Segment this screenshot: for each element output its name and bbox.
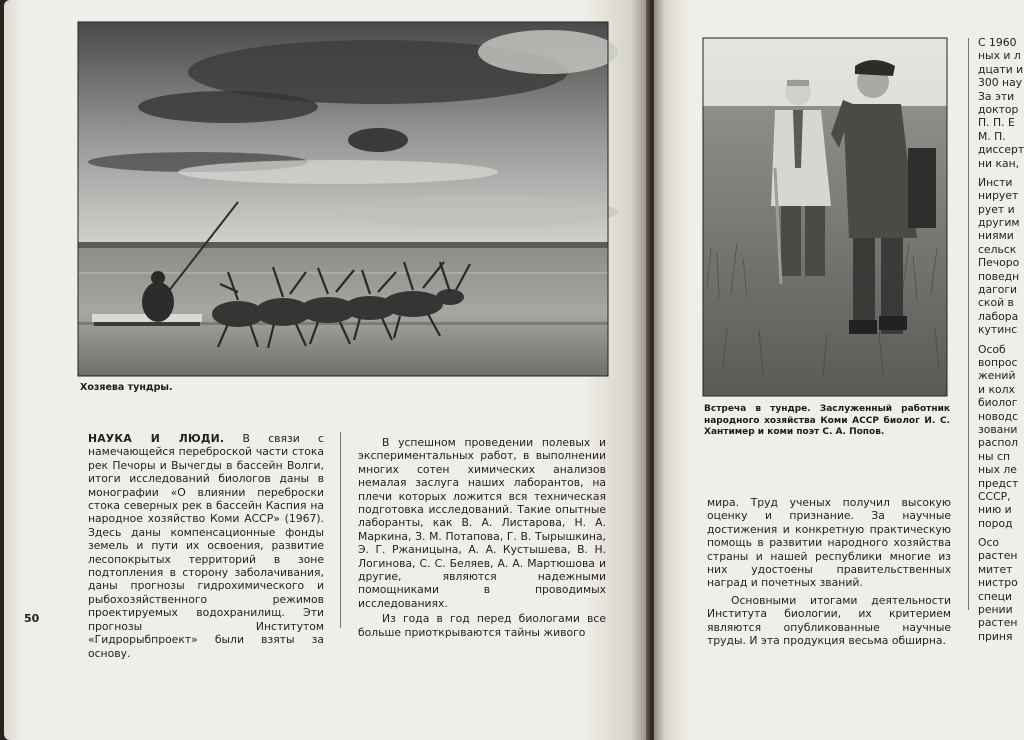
recognition-paragraph: мира. Труд ученых получил высокую оценку и признание. За научные достижения и конкретную практическую помощь в развитии народного хозяйства страны и нашей республики многие из них удостоены правительственных наград и почетных званий.	[707, 496, 951, 590]
clipped-text-line: Печоро	[978, 256, 1020, 270]
clipped-text-line: лабора	[978, 309, 1019, 323]
left-photo-caption: Хозяева тундры.	[80, 382, 173, 393]
clipped-text-line: биолог	[978, 396, 1018, 410]
clipped-text-line: доктор	[978, 102, 1019, 116]
clipped-text-line: рении	[978, 603, 1013, 617]
clipped-text-line: Инсти	[978, 175, 1013, 189]
clipped-text-line: Особ	[978, 342, 1006, 356]
page-number: 50	[24, 612, 40, 625]
clipped-text-line: сельск	[978, 242, 1017, 256]
clipped-text-line: жений	[978, 369, 1016, 383]
publications-paragraph: Основными итогами деятельности Института биологии, их критерием являются опубликованные научные труды. И эта продукция весьма обширна.	[707, 593, 951, 648]
right-text-column-2-clipped	[978, 36, 1024, 643]
lab-assistants-paragraph: В успешном проведении полевых и экспериментальных работ, в выполнении многих сотен химических анализов немалая заслуга наших лаборантов, на плечи которых ложится вся техническая подготовка исследований. Такие опытные лаборанты, как В. А. Листарова, Н. А. Маркина, З. М. Потапова, Г. В. Тырышкина, Э. Г. Ржаницына, А. А. Кустышева, В. Н. Логинова, С. С. Беляев, А. А. Мартюшова и другие, являются надежными помощниками в проводимых исследованиях.	[358, 436, 606, 610]
clipped-text-line: другим	[978, 216, 1020, 230]
clipped-text-line: ных и л	[978, 49, 1021, 63]
clipped-text-line: дцати и	[978, 62, 1024, 76]
left-text-column-2	[358, 436, 606, 639]
clipped-text-line: растен	[978, 549, 1018, 563]
clipped-text-line: ных ле	[978, 463, 1017, 477]
mysteries-paragraph: Из года в год перед биологами все больше приоткрываются тайны живого	[358, 612, 606, 639]
clipped-text-line: За эти	[978, 89, 1015, 103]
clipped-text-line: растен	[978, 616, 1018, 630]
col1-body: В связи с намечающейся переброской части стока рек Печоры и Вычегды в бассейн Волги, итоги исследований биологов даны в монографии «О влиянии переброски стока северных рек в бассейн Каспия на народное хозяйство Коми АССР» (1967). Здесь даны компенсационные фонды земель и пути их освоения, развитие лесопокрытых территорий в зоне подтопления в сторону заболачивания, даны прогнозы гидрохимического и рыбохозяйственного режимов проектируемых водохранилищ. Эти прогнозы Институтом «Гидрорыбпроект» были взяты за основу.	[88, 432, 324, 660]
clipped-text-line: диссерт	[978, 143, 1024, 157]
clipped-text-line: специ	[978, 589, 1013, 603]
clipped-text-line: и колх	[978, 382, 1015, 396]
clipped-text-line: новодс	[978, 409, 1019, 423]
clipped-text-line: приня	[978, 629, 1013, 643]
clipped-text-line: кутинс	[978, 323, 1018, 337]
clipped-text-line: С 1960	[978, 36, 1017, 49]
clipped-text-line: поведн	[978, 269, 1020, 283]
clipped-text-line: дагоги	[978, 283, 1018, 297]
clipped-text-line: пород	[978, 516, 1013, 530]
clipped-text-line: распол	[978, 436, 1018, 450]
clipped-text-line: СССР,	[978, 489, 1011, 503]
right-photo-caption: Встреча в тундре. Заслуженный работник народного хозяйства Коми АССР биолог И. С. Хантимер и коми поэт С. А. Попов.	[704, 404, 950, 437]
clipped-text-line: 300 нау	[978, 76, 1023, 90]
clipped-text-line: ни кан,	[978, 156, 1020, 170]
science-and-people-paragraph	[88, 432, 324, 660]
clipped-text-line: М. П.	[978, 129, 1006, 143]
tundra-meeting-photo	[703, 38, 947, 396]
clipped-text-line: ниями	[978, 229, 1014, 243]
column-divider-left	[340, 432, 341, 628]
clipped-text-line: рует и	[978, 202, 1015, 216]
column-divider-right	[968, 38, 969, 610]
clipped-text-line: нистро	[978, 576, 1018, 590]
reindeer-sled-photo	[78, 22, 608, 376]
clipped-text-line: предст	[978, 476, 1019, 490]
section-headline: НАУКА И ЛЮДИ.	[88, 432, 225, 445]
clipped-text-line: нию и	[978, 503, 1012, 517]
clipped-text-line: зовани	[978, 422, 1018, 436]
right-text-column-1	[707, 496, 951, 647]
clipped-text-line: П. П. Е	[978, 116, 1015, 130]
clipped-text-line: нирует	[978, 189, 1019, 203]
clipped-text-line: ской в	[978, 296, 1014, 310]
clipped-text-line: вопрос	[978, 355, 1018, 369]
clipped-text-line: Осо	[978, 536, 1000, 550]
clipped-text-line: митет	[978, 562, 1013, 576]
left-text-column-1	[88, 432, 324, 660]
clipped-text-line: ны сп	[978, 449, 1011, 463]
